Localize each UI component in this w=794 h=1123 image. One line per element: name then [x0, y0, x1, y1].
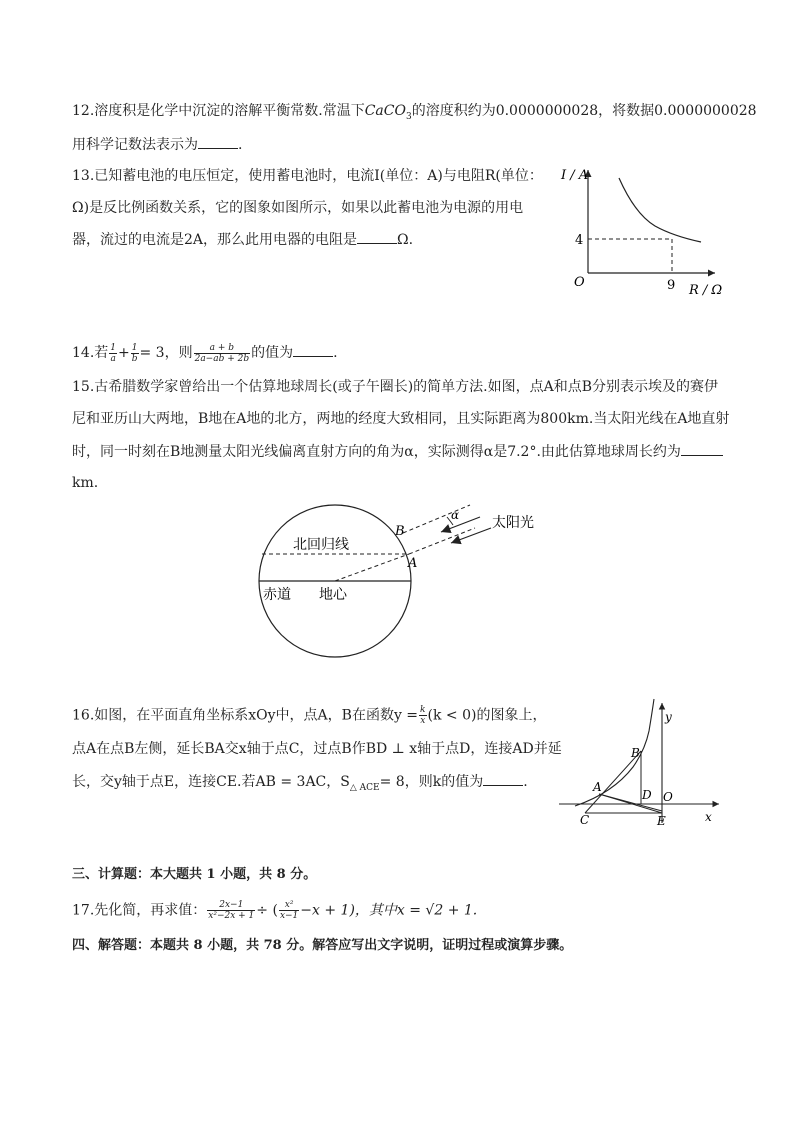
line-ae [599, 794, 662, 811]
alpha-label: α [451, 508, 460, 522]
q13-line2: Ω)是反比例函数关系，它的图象如图所示，如果以此蓄电池为电源的用电 [72, 200, 524, 216]
earth-diagram [245, 495, 555, 665]
point-a-label: A [408, 556, 418, 571]
o-label: O [663, 790, 673, 804]
ray-from-b [403, 505, 470, 533]
q12-line2: 用科学记数法表示为 . [72, 134, 242, 155]
fraction: $\frac{1}{a}$ [110, 342, 116, 364]
point-b-label: B [395, 524, 405, 539]
c-label: C [580, 813, 590, 827]
origin-label: O [574, 275, 585, 290]
x-tick-label: 9 [667, 278, 676, 293]
fraction: $\frac{2x-1}{\text{x²−2x + 1}}$ [208, 900, 255, 921]
section-4-header: 四、解答题：本题共 8 小题，共 78 分。解答应写出文字说明，证明过程或演算步骤。 [72, 938, 573, 953]
q13-line3: 器，流过的电流是2A，那么此用电器的电阻是 Ω. [72, 229, 413, 250]
answer-blank[interactable] [681, 441, 723, 456]
fraction: $\frac{a + b}{2a-ab + 2b}$ [194, 342, 250, 364]
x-axis-label: R / Ω [689, 283, 723, 298]
q16-line1: 16.如图，在平面直角坐标系xOy中，点A，B在函数y = $\frac{k}{x}$ (k < 0)的图象上， [72, 705, 547, 726]
radius-to-a [335, 554, 409, 581]
q15-line1: 15.古希腊数学家曾给出一个估算地球周长(或子午圈长)的简单方法.如图，点A和点B分别表示埃及的赛伊 [72, 379, 719, 395]
e-label: E [657, 814, 666, 828]
sunlight-label: 太阳光 [492, 515, 534, 531]
answer-blank[interactable] [483, 771, 523, 786]
fraction: $\frac{\text{x²}}{x-1}$ [279, 900, 299, 921]
inverse-curve [619, 178, 701, 242]
equator-label: 赤道 [263, 587, 291, 603]
q15-line3: 时，同一时刻在B地测量太阳光线偏离直射方向的角为α，实际测得α是7.2°.由此估算地球周长约为 [72, 441, 723, 462]
center-label: 地心 [319, 587, 347, 603]
answer-blank[interactable] [293, 342, 333, 357]
q12-line1: 12.溶度积是化学中沉淀的溶解平衡常数.常温下CaCO$_3$的溶度积约为0.0000000028，将数据0.0000000028 [72, 103, 757, 122]
q16-diagram [555, 695, 725, 830]
y-tick-label: 4 [575, 233, 584, 248]
fraction: $\frac{1}{b}$ [131, 342, 138, 364]
b-label: B [631, 746, 640, 760]
q15-line4: km. [72, 475, 99, 491]
y-axis-label: I / A [561, 168, 589, 183]
answer-blank[interactable] [198, 134, 238, 149]
y-label: y [665, 710, 672, 724]
q15-line2: 尼和亚历山大两地，B地在A地的北方，两地的经度大致相同，且实际距离为800km.当太阳光线在A地直射 [72, 411, 730, 427]
q17-line: 17.先化简，再求值： $\frac{2x-1}{\text{x²−2x + 1}}$ ÷ ( $\frac{\text{x²}}{x-1}$ −x + 1)，其中x = √2 + 1. [72, 900, 478, 921]
q16-line3: 长，交y轴于点E，连接CE.若AB = 3AC，$S_{\triangle ACE}= 8$，则k的值为 . [72, 771, 528, 798]
sun-ray-upper [441, 517, 480, 532]
answer-blank[interactable] [357, 229, 397, 244]
d-label: D [642, 788, 652, 802]
a-label: A [593, 780, 602, 794]
x-label: x [705, 810, 712, 824]
q16-line2: 点A在点B左侧，延长BA交x轴于点C，过点B作BD ⊥ x轴于点D，连接AD并延 [72, 741, 562, 757]
fraction: $\frac{k}{x}$ [420, 705, 426, 726]
section-3-header: 三、计算题：本大题共 1 小题，共 8 分。 [72, 867, 317, 882]
q14-line: 14.若 $\frac{1}{a}$ + $\frac{1}{b}$ = 3，则 $\frac{a + b}{2a-ab + 2b}$ 的值为 . [72, 342, 338, 364]
tropic-label: 北回归线 [293, 537, 349, 553]
q13-graph [555, 162, 735, 302]
q13-line1: 13.已知蓄电池的电压恒定，使用蓄电池时，电流I(单位：A)与电阻R(单位： [72, 168, 543, 184]
